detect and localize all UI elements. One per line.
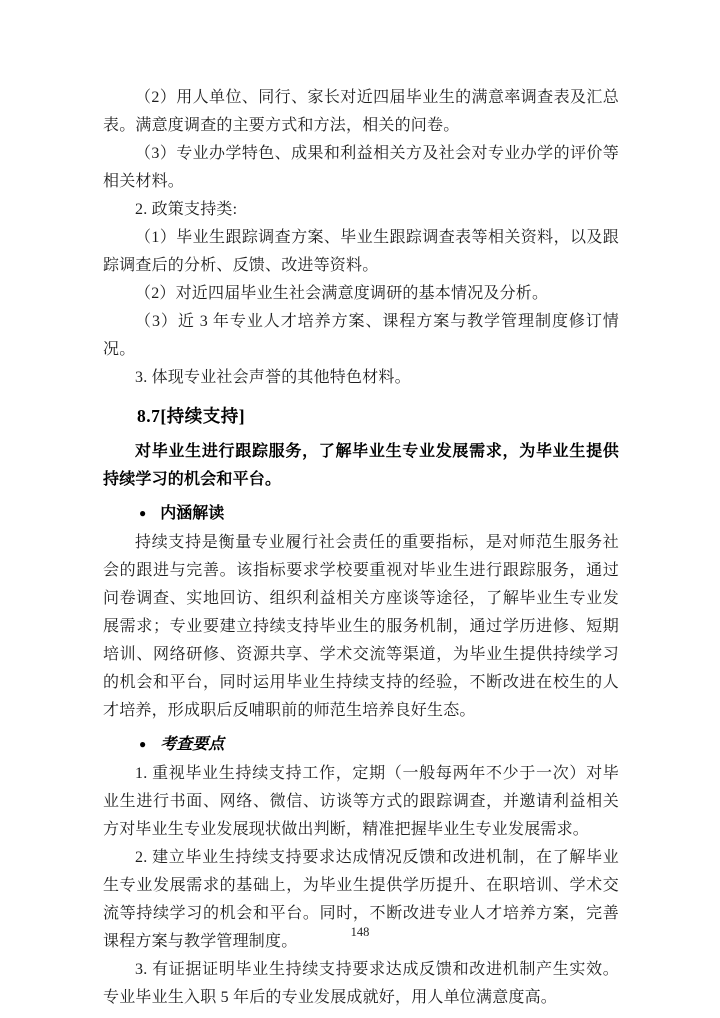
list-paragraph: （1）毕业生跟踪调查方案、毕业生跟踪调查表等相关资料，以及跟踪调查后的分析、反馈、改进等资料。 [103, 229, 619, 274]
list-paragraph: 3. 体现专业社会声誉的其他特色材料。 [135, 369, 411, 386]
bullet-heading-label: 考查要点 [160, 736, 225, 753]
page-content [103, 84, 619, 1012]
bullet-heading-key-points [139, 730, 619, 759]
list-paragraph: （2）用人单位、同行、家长对近四届毕业生的满意率调查表及汇总表。满意度调查的主要方式和方法，相关的问卷。 [103, 89, 619, 134]
bullet-icon: ● [139, 737, 147, 751]
list-paragraph: （3）专业办学特色、成果和利益相关方及社会对专业办学的评价等相关材料。 [103, 145, 619, 190]
requirement-statement: 对毕业生进行跟踪服务，了解毕业生专业发展需求，为毕业生提供持续学习的机会和平台。 [103, 443, 619, 488]
section-heading: 8.7[持续支持] [137, 406, 246, 426]
numbered-paragraph: 1. 重视毕业生持续支持工作，定期（一般每两年不少于一次）对毕业生进行书面、网络、微信、访谈等方式的跟踪调查，并邀请利益相关方对毕业生专业发展现状做出判断，精准把握毕业生专业发展需求。 [103, 765, 619, 838]
bullet-icon: ● [139, 506, 147, 520]
list-paragraph: （2）对近四届毕业生社会满意度调研的基本情况及分析。 [135, 285, 549, 302]
page-number: 148 [350, 925, 370, 939]
numbered-paragraph: 3. 有证据证明毕业生持续支持要求达成反馈和改进机制产生实效。专业毕业生入职 5 年后的专业发展成就好，用人单位满意度高。 [103, 961, 619, 1006]
list-paragraph: 2. 政策支持类: [135, 201, 238, 218]
bullet-heading-label: 内涵解读 [160, 505, 225, 522]
bullet-heading-connotation [139, 499, 619, 528]
paragraph: 持续支持是衡量专业履行社会责任的重要指标，是对师范生服务社会的跟进与完善。该指标要求学校要重视对毕业生进行跟踪服务，通过问卷调查、实地回访、组织利益相关方座谈等途径，了解毕业生专业发展需求；专业要建立持续支持毕业生的服务机制，通过学历进修、短期培训、网络研修、资源共享、学术交流等渠道，为毕业生提供持续学习的机会和平台，同时运用毕业生持续支持的经验，不断改进在校生的人才培养，形成职后反哺职前的师范生培养良好生态。 [103, 534, 619, 719]
list-paragraph: （3）近 3 年专业人才培养方案、课程方案与教学管理制度修订情况。 [103, 313, 619, 358]
numbered-paragraph: 2. 建立毕业生持续支持要求达成情况反馈和改进机制，在了解毕业生专业发展需求的基础上，为毕业生提供学历提升、在职培训、学术交流等持续学习的机会和平台。同时，不断改进专业人才培养方案，完善课程方案与教学管理制度。 [103, 849, 619, 950]
